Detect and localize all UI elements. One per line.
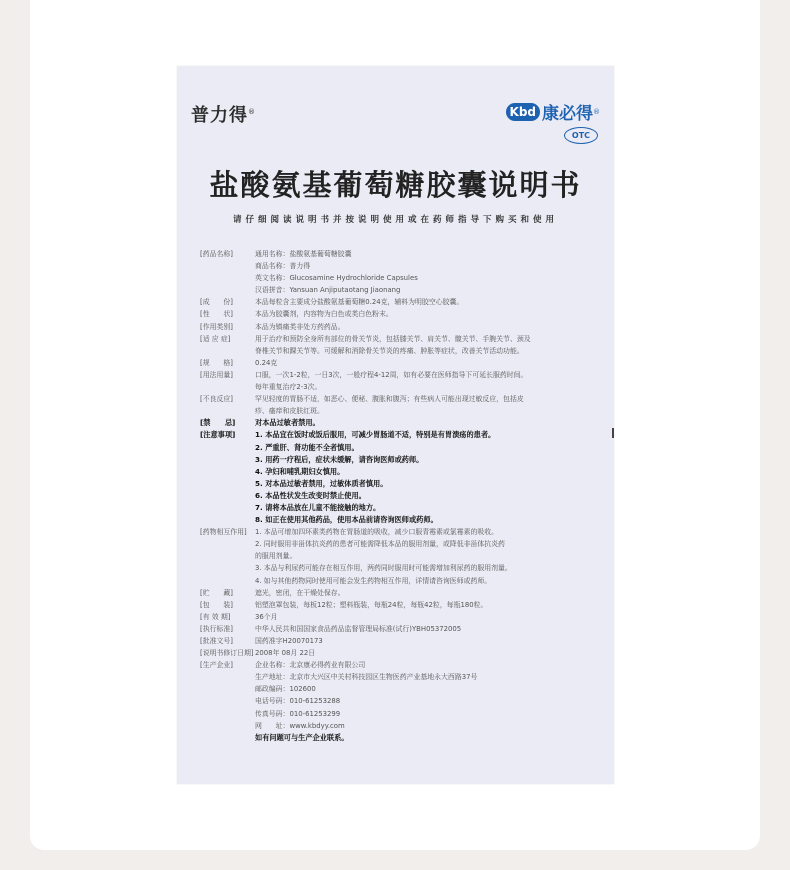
leaflet-row bbox=[200, 381, 610, 393]
row-label bbox=[200, 538, 255, 550]
leaflet-row bbox=[200, 490, 610, 502]
row-label: [说明书修订日期] bbox=[200, 649, 254, 658]
row-value: 脊椎关节和踝关节等。可缓解和消除骨关节炎的疼痛、肿胀等症状，改善关节活动功能。 bbox=[255, 346, 524, 355]
row-label: [批准文号] bbox=[200, 637, 233, 645]
leaflet-row bbox=[200, 599, 610, 611]
leaflet-row bbox=[200, 659, 610, 671]
row-value: 2008年 08月 22日 bbox=[255, 649, 316, 658]
row-value: 口服，一次1-2粒，一日3次，一般疗程4-12周，如有必要在医师指导下可延长服药时间。 bbox=[255, 370, 528, 379]
leaflet-row bbox=[200, 575, 610, 587]
leaflet-row bbox=[200, 248, 610, 260]
leaflet-row bbox=[200, 405, 610, 417]
leaflet-row bbox=[200, 732, 610, 744]
leaflet-row bbox=[200, 333, 610, 345]
leaflet-row bbox=[200, 393, 610, 405]
leaflet-row bbox=[200, 454, 610, 466]
leaflet-row bbox=[200, 635, 610, 647]
row-label: [执行标准] bbox=[200, 624, 233, 633]
row-label bbox=[200, 284, 255, 296]
row-label: [注意事项] bbox=[200, 430, 236, 440]
row-value: 网 址：www.kbdyy.com bbox=[255, 721, 345, 730]
brand-logo-right bbox=[506, 99, 600, 124]
leaflet-row bbox=[200, 562, 610, 574]
row-label bbox=[200, 708, 255, 720]
leaflet-row bbox=[200, 587, 610, 599]
row-value: 疹、瘙痒和皮肤红斑。 bbox=[255, 407, 324, 416]
registered-mark: ® bbox=[593, 107, 600, 116]
row-label bbox=[200, 562, 255, 574]
row-label bbox=[200, 272, 255, 284]
row-label: [用法用量] bbox=[200, 370, 233, 379]
kbd-logo-icon: Kbd bbox=[506, 103, 540, 121]
row-value: 1. 本品可增加四环素类药物在胃肠道的吸收，减少口服青霉素或氯霉素的吸收。 bbox=[255, 528, 499, 537]
row-value: 铝塑泡罩包装，每板12粒；塑料瓶装，每瓶24粒，每瓶42粒，每瓶180粒。 bbox=[255, 600, 488, 609]
row-label bbox=[200, 720, 255, 732]
row-label bbox=[200, 732, 255, 744]
row-value: 8. 如正在使用其他药品，使用本品前请咨询医师或药师。 bbox=[255, 515, 438, 525]
row-value: 3. 本品与利尿药可能存在相互作用，两药同时服用时可能需增加利尿药的服用剂量。 bbox=[255, 564, 512, 573]
row-label: [药物相互作用] bbox=[200, 528, 247, 537]
row-label bbox=[200, 514, 255, 526]
leaflet-row bbox=[200, 284, 610, 296]
row-value: 7. 请将本品放在儿童不能接触的地方。 bbox=[255, 502, 381, 512]
leaflet-row bbox=[200, 466, 610, 478]
row-label bbox=[200, 405, 255, 417]
row-value: 企业名称：北京康必得药业有限公司 bbox=[255, 661, 366, 670]
row-label: [生产企业] bbox=[200, 661, 233, 670]
leaflet-row bbox=[200, 526, 610, 538]
leaflet-row bbox=[200, 442, 610, 454]
row-label bbox=[200, 490, 255, 502]
leaflet-row bbox=[200, 695, 610, 707]
row-label bbox=[200, 345, 255, 357]
leaflet-row bbox=[200, 357, 610, 369]
row-label: [适 应 症] bbox=[200, 334, 231, 343]
row-label: [包 装] bbox=[200, 600, 233, 609]
row-value: 36个月 bbox=[255, 612, 278, 621]
row-value: 汉语拼音：Yansuan Anjiputaotang Jiaonang bbox=[255, 286, 401, 295]
row-label: [禁 忌] bbox=[200, 418, 236, 428]
row-value: 罕见轻度的胃肠不适，如恶心、便秘、腹胀和腹泻；有些病人可能出现过敏反应，包括皮 bbox=[255, 395, 524, 404]
brand-logo-left bbox=[191, 101, 256, 127]
leaflet-row bbox=[200, 260, 610, 272]
row-value: 国药准字H20070173 bbox=[255, 637, 323, 645]
row-value: 4. 如与其他药物同时使用可能会发生药物相互作用，详情请咨询医师或药师。 bbox=[255, 576, 492, 585]
row-value: 本品为镇痛类非处方药药品。 bbox=[255, 322, 345, 331]
leaflet-row bbox=[200, 514, 610, 526]
row-label: [性 状] bbox=[200, 310, 233, 319]
row-label bbox=[200, 695, 255, 707]
row-value: 如有问题可与生产企业联系。 bbox=[255, 732, 349, 742]
row-value: 0.24克 bbox=[255, 358, 278, 367]
row-value: 每年重复治疗2-3次。 bbox=[255, 383, 322, 392]
row-label bbox=[200, 466, 255, 478]
row-label bbox=[200, 478, 255, 490]
leaflet-row bbox=[200, 502, 610, 514]
row-value: 1. 本品宜在饭时或饭后服用，可减少胃肠道不适，特别是有胃溃疡的患者。 bbox=[255, 430, 496, 440]
leaflet-row bbox=[200, 683, 610, 695]
row-value: 本品每粒含主要成分盐酸氨基葡萄糖0.24克，辅料为明胶空心胶囊。 bbox=[255, 298, 464, 307]
leaflet-row bbox=[200, 538, 610, 550]
row-label bbox=[200, 381, 255, 393]
leaflet-row bbox=[200, 308, 610, 320]
leaflet-row bbox=[200, 611, 610, 623]
leaflet-row bbox=[200, 296, 610, 308]
leaflet-row bbox=[200, 369, 610, 381]
row-value: 6. 本品性状发生改变时禁止使用。 bbox=[255, 490, 366, 500]
leaflet-row bbox=[200, 647, 610, 659]
row-label: [药品名称] bbox=[200, 250, 233, 258]
row-label: [作用类别] bbox=[200, 322, 233, 331]
leaflet-sheet bbox=[177, 66, 614, 784]
leaflet-row bbox=[200, 671, 610, 683]
leaflet-row bbox=[200, 429, 610, 441]
otc-badge: OTC bbox=[564, 127, 598, 144]
row-value: 本品为胶囊剂，内容物为白色或类白色粉末。 bbox=[255, 310, 393, 319]
row-value: 中华人民共和国国家食品药品监督管理局标准(试行)YBH05372005 bbox=[255, 624, 462, 633]
row-value: 商品名称：普力得 bbox=[255, 262, 311, 271]
row-value: 电话号码：010-61253288 bbox=[255, 697, 341, 706]
row-value: 英文名称：Glucosamine Hydrochloride Capsules bbox=[255, 274, 418, 283]
row-value: 的服用剂量。 bbox=[255, 552, 297, 561]
row-value: 传真号码：010-61253299 bbox=[255, 709, 341, 718]
leaflet-row bbox=[200, 272, 610, 284]
row-value: 用于治疗和预防全身所有部位的骨关节炎，包括膝关节、肩关节、髋关节、手腕关节、颈及 bbox=[255, 334, 531, 343]
row-label bbox=[200, 502, 255, 514]
leaflet-row bbox=[200, 708, 610, 720]
row-value: 生产地址：北京市大兴区中关村科技园区生物医药产业基地永大西路37号 bbox=[255, 673, 478, 682]
row-label bbox=[200, 454, 255, 466]
brand-right-name: 康必得 bbox=[542, 104, 593, 124]
row-value: 4. 孕妇和哺乳期妇女慎用。 bbox=[255, 466, 345, 476]
row-label: [成 份] bbox=[200, 298, 233, 307]
leaflet-row bbox=[200, 321, 610, 333]
brand-left-name: 普力得 bbox=[191, 105, 248, 126]
row-value: 2. 严重肝、肾功能不全者慎用。 bbox=[255, 442, 359, 452]
leaflet-row bbox=[200, 345, 610, 357]
leaflet-content bbox=[200, 248, 610, 744]
leaflet-row bbox=[200, 720, 610, 732]
edge-marker bbox=[612, 428, 614, 438]
row-value: 遮光，密闭，在干燥处保存。 bbox=[255, 588, 345, 597]
row-label: [有 效 期] bbox=[200, 612, 231, 621]
row-label bbox=[200, 442, 255, 454]
document-title: 盐酸氨基葡萄糖胶囊说明书 bbox=[209, 168, 582, 202]
row-label bbox=[200, 550, 255, 562]
document-subtitle: 请仔细阅读说明书并按说明使用或在药师指导下购买和使用 bbox=[232, 215, 558, 225]
row-label: [不良反应] bbox=[200, 395, 233, 404]
row-label: [规 格] bbox=[200, 358, 233, 367]
leaflet-row bbox=[200, 417, 610, 429]
row-value: 5. 对本品过敏者禁用，过敏体质者慎用。 bbox=[255, 478, 388, 488]
row-label bbox=[200, 683, 255, 695]
row-value: 邮政编码：102600 bbox=[255, 685, 316, 694]
leaflet-row bbox=[200, 478, 610, 490]
row-label bbox=[200, 575, 255, 587]
row-label: [贮 藏] bbox=[200, 588, 233, 597]
row-value: 对本品过敏者禁用。 bbox=[255, 418, 320, 428]
leaflet-row bbox=[200, 623, 610, 635]
row-label bbox=[200, 671, 255, 683]
row-label bbox=[200, 260, 255, 272]
registered-mark: ® bbox=[248, 108, 256, 116]
row-value: 3. 用药一疗程后，症状未缓解，请咨询医师或药师。 bbox=[255, 454, 424, 464]
leaflet-row bbox=[200, 550, 610, 562]
row-value: 2. 同时服用非甾体抗炎药的患者可能需降低本品的服用剂量，或降低非甾体抗炎药 bbox=[255, 540, 505, 549]
row-value: 通用名称：盐酸氨基葡萄糖胶囊 bbox=[255, 250, 352, 258]
